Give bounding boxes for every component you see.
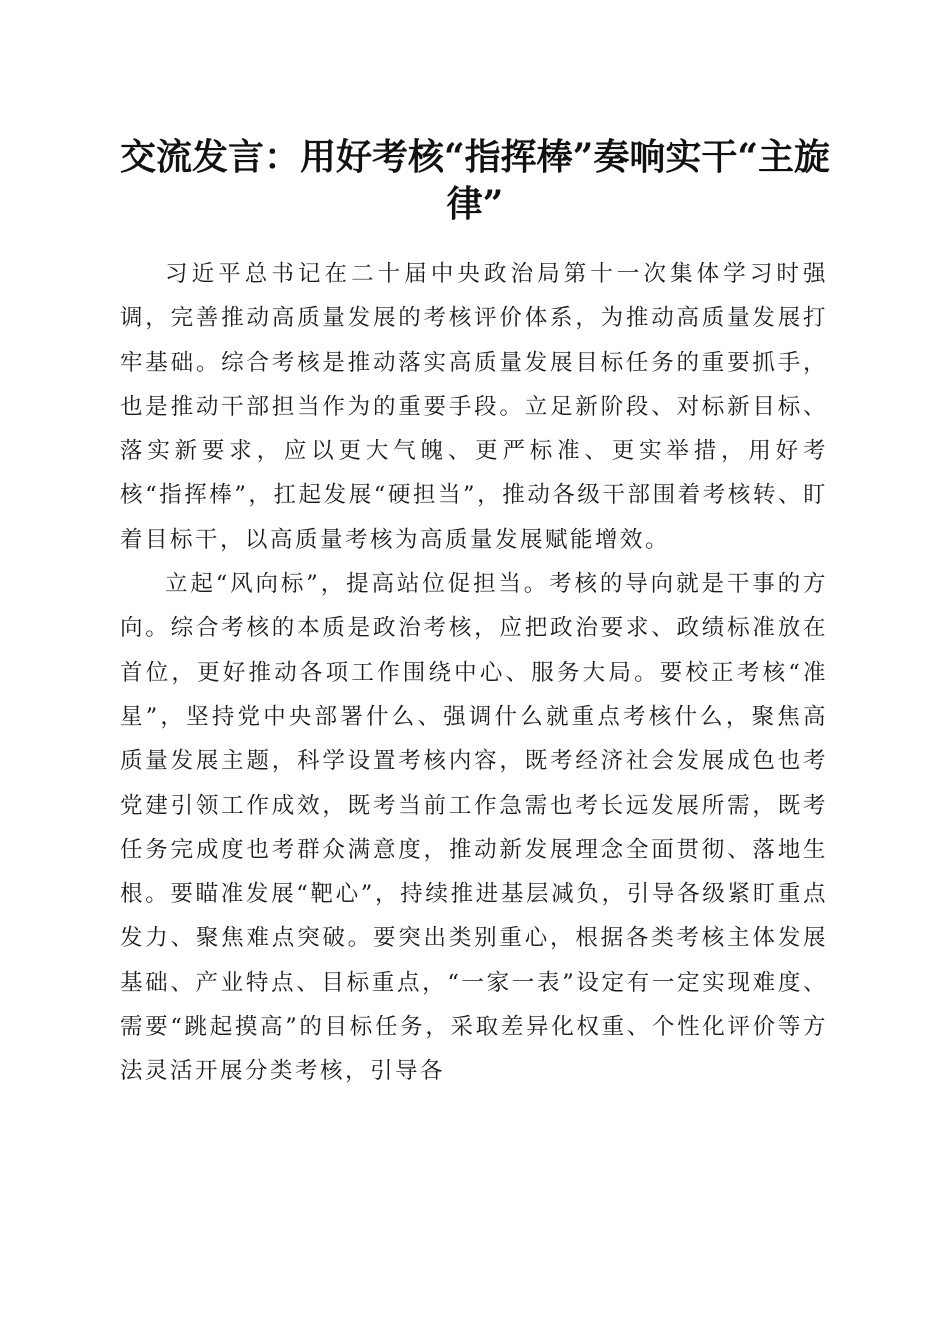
paragraph-1: 习近平总书记在二十届中央政治局第十一次集体学习时强调，完善推动高质量发展的考核评价体系，为推动高质量发展打牢基础。综合考核是推动落实高质量发展目标任务的重要抓手，也是推动干部担当作为的重要手段。立足新阶段、对标新目标、落实新要求，应以更大气魄、更严标准、更实举措，用好考核“指挥棒”，扛起发展“硬担当”，推动各级干部围着考核转、盯着目标干，以高质量考核为高质量发展赋能增效。	[120, 261, 828, 553]
document-body	[120, 252, 828, 1094]
paragraph-2: 立起“风向标”，提高站位促担当。考核的导向就是干事的方向。综合考核的本质是政治考核，应把政治要求、政绩标准放在首位，更好推动各项工作围绕中心、服务大局。要校正考核“准星”，坚持党中央部署什么、强调什么就重点考核什么，聚焦高质量发展主题，科学设置考核内容，既考经济社会发展成色也考党建引领工作成效，既考当前工作急需也考长远发展所需，既考任务完成度也考群众满意度，推动新发展理念全面贯彻、落地生根。要瞄准发展“靶心”，持续推进基层减负，引导各级紧盯重点发力、聚焦难点突破。要突出类别重心，根据各类考核主体发展基础、产业特点、目标重点，“一家一表”设定有一定实现难度、需要“跳起摸高”的目标任务，采取差异化权重、个性化评价等方法灵活开展分类考核，引导各	[120, 571, 828, 1085]
document-title: 交流发言：用好考核“指挥棒”奏响实干“主旋律”	[119, 136, 831, 225]
